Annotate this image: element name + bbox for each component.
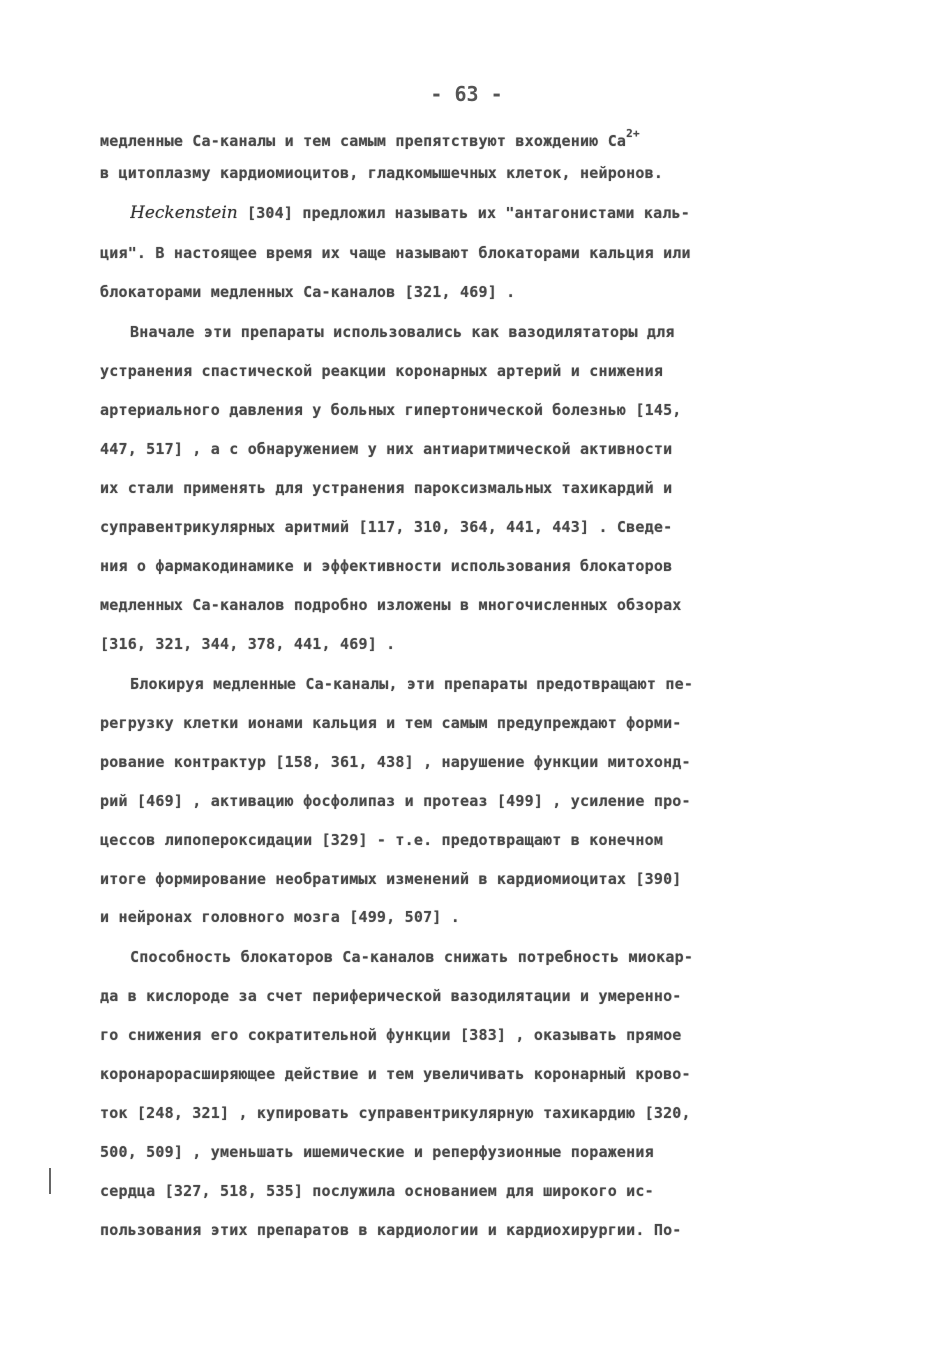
text-line: медленных Са-каналов подробно изложены в многочисленных обзорах [100,596,682,614]
superscript: 2+ [626,127,640,140]
text-line: Способность блокаторов Са-каналов снижать потребность миокар- [130,948,694,966]
text-line: Вначале эти препараты использовались как вазодилятаторы для [130,323,675,341]
text-line: в цитоплазму кардиомиоцитов, гладкомышечных клеток, нейронов. [100,164,664,182]
text-line: итоге формирование необратимых изменений в кардиомиоцитах [390] [100,870,682,888]
margin-mark [49,1168,51,1194]
text-line: артериального давления у больных гипертонической болезнью [145, [100,401,682,419]
text-line: да в кислороде за счет периферической вазодилятации и умеренно- [100,987,682,1005]
text-line: устранения спастической реакции коронарных артерий и снижения [100,362,664,380]
text-line: Heckenstein [304] предложил называть их "антагонистами каль- [130,203,691,223]
text-line: 500, 509] , уменьшать ишемические и реперфузионные поражения [100,1143,654,1161]
text-line: го снижения его сократительной функции [383] , оказывать прямое [100,1026,682,1044]
text-line: блокаторами медленных Са-каналов [321, 469] . [100,283,516,301]
text-line: рий [469] , активацию фосфолипаз и протеаз [499] , усиление про- [100,792,691,810]
text-line: их стали применять для устранения пароксизмальных тахикардий и [100,479,673,497]
text-line: медленные Са-каналы и тем самым препятствуют вхождению $Са^{2+}$ [100,127,640,150]
text-line: пользования этих препаратов в кардиологии и кардиохирургии. По- [100,1221,682,1239]
text-line: суправентрикулярных аритмий [117, 310, 364, 441, 443] . Сведе- [100,518,673,536]
text-line: и нейронах головного мозга [499, 507] . [100,908,460,926]
text-line: ция". В настоящее время их чаще называют блокаторами кальция или [100,244,691,262]
page-number: - 63 - [430,82,503,106]
text-line: рование контрактур [158, 361, 438] , нарушение функции митохонд- [100,753,691,771]
text-line: регрузку клетки ионами кальция и тем самым предупреждают форми- [100,714,682,732]
text-line: ния о фармакодинамике и эффективности использования блокаторов [100,557,673,575]
text-line: Блокируя медленные Са-каналы, эти препараты предотвращают пе- [130,675,694,693]
text-line: [316, 321, 344, 378, 441, 469] . [100,635,396,653]
text-line: сердца [327, 518, 535] послужила основанием для широкого ис- [100,1182,654,1200]
text-line: цессов липопероксидации [329] - т.е. предотвращают в конечном [100,831,664,849]
text-line: 447, 517] , а с обнаружением у них антиаритмической активности [100,440,673,458]
text-line: ток [248, 321] , купировать суправентрикулярную тахикардию [320, [100,1104,691,1122]
handwritten-name: Heckenstein [130,203,238,223]
text-line: коронарорасширяющее действие и тем увеличивать коронарный крово- [100,1065,691,1083]
